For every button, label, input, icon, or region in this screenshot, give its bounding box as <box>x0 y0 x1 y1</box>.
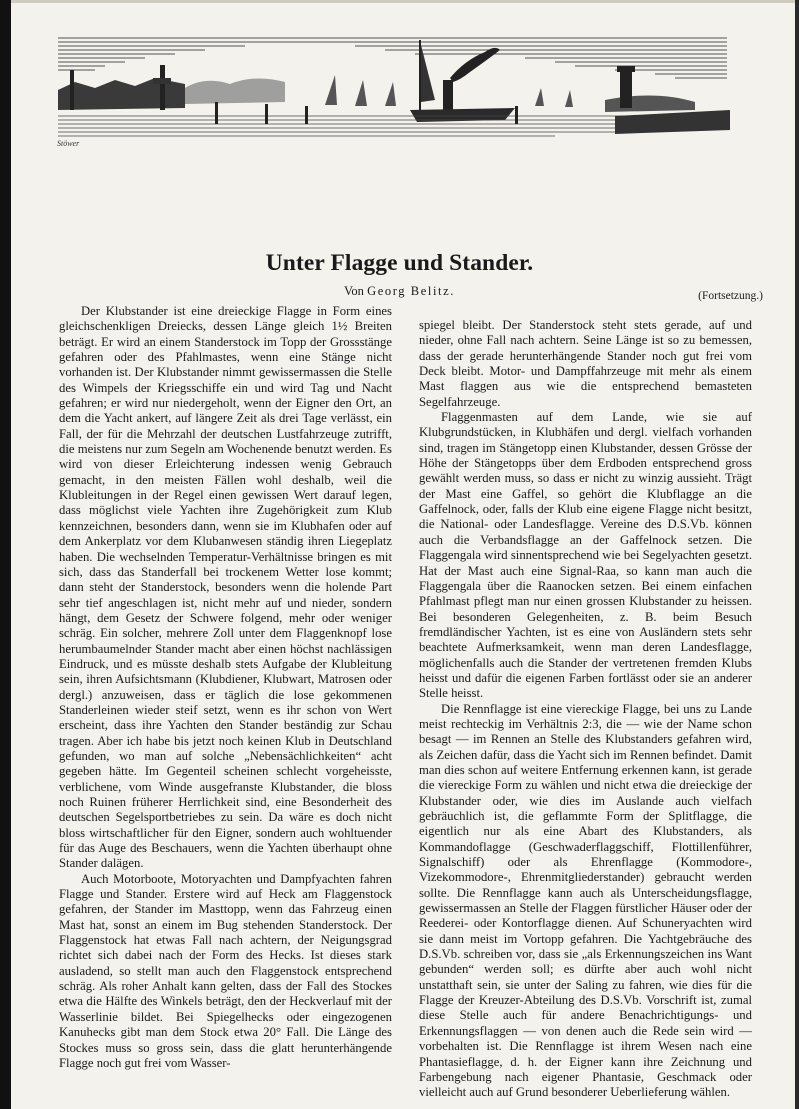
paragraph: Der Klubstander ist eine dreieckige Flagge in Form eines gleichschenkligen Dreiecks, dessen Länge gleich 1½ Breiten beträgt. Er wird an einem Standerstock im Topp der Grossstänge gefahren oder des Pfahlmastes, wenn eine Stänge nicht vorhanden ist. Der Klubstander nimmt gewissermassen die Stelle des Wimpels der Kriegsschiffe ein und wird Tag und Nacht gefahren; er wird nur niedergeholt, wenn der Eigner den Ort, an dem die Yacht ankert, auf längere Zeit als drei Tage verlässt, ein Fall, der für die Mehrzahl der deutschen Lustfahrzeuge zutrifft, die meistens nur zum Segeln am Wochenende benutzt werden. Es wird von dieser Erleichterung indessen wenig Gebrauch gemacht, in den meisten Fällen wohl deshalb, weil die Klubleitungen in der Regel einen gewissen Wert darauf legen, dass möglichst viele Yachten ihre Zugehörigkeit zum Klub kennzeichnen, besonders dann, wenn sie im Klubhafen oder auf dem Ankerplatz vor dem Klubanwesen ständig ihren Liegeplatz haben. Die wechselnden Temperatur-Verhältnisse bringen es mit sich, dass das Standerfall bei trockenem Wetter lose kommt; dann steht der Standerstock, besonders wenn die holende Part sehr tief angeschlagen ist, nicht mehr auf und nieder, sondern hängt, dem Gesetz der Schwere folgend, mehr oder weniger schräg. Ein solcher, mehrere Zoll unter dem Flaggenknopf lose herumbaumelnder Stander macht aber einen höchst nachlässigen Eindruck, und es müsste deshalb stets Aufgabe der Klubleitung sein, ihren Aufsichtsmann (Klubdiener, Klubwart, Matrosen oder dergl.) anzuweisen, dass er täglich die lose gekommenen Standerleinen wieder steif setzt, wenn es ihr schon von Wert erscheint, dass ihre Yachten den Stander beständig zur Schau tragen. Aber ich habe bis jetzt noch keinen Klub in Deutschland gefunden, wo man auf solche „Nebensächlichkeiten“ acht gegeben hätte. Im Gegenteil scheinen schlecht vorgeheisste, verblichene, vom Winde ausgefranste Klubstander, die bloss noch Ruinen früherer Herrlichkeit sind, eine Besonderheit des deutschen Segelsportbetriebes zu sein. Da wäre es doch nicht bloss wirtschaftlicher für den Eigner, sondern auch wohltuender für das Auge des Beschauers, wenn die Yachten überhaupt ohne Stander dalägen. <box>59 304 392 871</box>
paragraph: Auch Motorboote, Motoryachten und Dampfyachten fahren Flagge und Stander. Erstere wird auf Heck am Flaggenstock gefahren, der Stander im Masttopp, wenn das Fahrzeug einen Mast hat, sonst an einem im Bug stehenden Standerstock. Der Flaggenstock hat etwas Fall nach achtern, der Neigungsgrad richtet sich dabei nach der Form des Hecks. Ist dieses stark ausladend, so stellt man auch den Flaggenstock entsprechend schräg. Als roher Anhalt kann gelten, dass der Fall des Stockes etwa die Hälfte des Winkels beträgt, den der Heckverlauf mit der Wasserlinie bildet. Bei Spiegelhecks oder eingezogenen Kanuhecks gibt man dem Stock etwa 20° Fall. Die Länge des Stockes muss so gross sein, dass die glatt herunterhängende Flagge noch gut frei vom Wasser- <box>59 871 392 1070</box>
scan-edge-right <box>795 0 799 1109</box>
continuation-note: (Fortsetzung.) <box>698 290 763 302</box>
harbor-illustration <box>55 30 730 150</box>
scan-edge-left <box>0 0 11 1109</box>
article-title: Unter Flagge und Stander. <box>265 250 534 276</box>
byline-prefix: Von <box>344 284 364 298</box>
byline <box>0 284 799 299</box>
left-column <box>59 304 392 1071</box>
illustration-signature: Stöwer <box>57 139 80 148</box>
paragraph: Flaggenmasten auf dem Lande, wie sie auf Klubgrundstücken, in Klubhäfen und dergl. vielfach vorhanden sind, tragen im Stängetopp einen Klubstander, dessen Grösse der Höhe der Stängetopps über dem Erdboden entsprechend gross gewählt werden muss, so dass er nicht zu winzig aussieht. Trägt der Mast eine Gaffel, so gehört die Klubflagge an die Gaffelnock, oder, falls der Klub eine eigene Flagge nicht besitzt, die National- oder Landesflagge. Vereine des D.S.Vb. können auch die Verbandsflagge an der Gaffelnock setzen. Die Flaggengala wird sinnentsprechend wie bei Segelyachten gesetzt. Hat der Mast auch eine Signal-Raa, so kann man auch die Flaggengala über die Raanocken setzen. Bei einem einfachen Pfahlmast pflegt man nur einen grossen Klubstander zu heissen. Bei besonderen Gelegenheiten, z. B. beim Besuch fremdländischer Yachten, ist es eine von Ausländern stets sehr beachtete Aufmerksamkeit, wenn man deren Landesflagge, möglichenfalls auch die Stander der vertretenen fremden Klubs heisst und dafür die eigenen Farben fortlässt oder sie an anderer Stelle heisst. <box>419 410 752 701</box>
author-name: Georg Belitz. <box>367 284 455 298</box>
paragraph: Die Rennflagge ist eine viereckige Flagge, bei uns zu Lande meist rechteckig im Verhältnis 2:3, die — wie der Name schon besagt — im Rennen an Stelle des Klubstanders gefahren wird, als Zeichen dafür, dass die Yacht sich im Rennen befindet. Damit man dies schon auf weitere Entfernung erkennen kann, ist gerade die viereckige Form zu wählen und nicht etwa die dreieckige der Klubstander oder, wie dies im Auslande auch vielfach gebräuchlich ist, die geflammte Form der Splitflagge, die eigentlich nur als eine Abart des Klubstanders, als Kommandoflagge (Geschwaderflaggschiff, Flottillenführer, Signalschiff) oder als Ehrenflagge (Kommodore-, Vizekommodore-, Ehrenmitgliederstander) gebraucht werden sollte. Die Rennflagge kann auch als Unterscheidungsflagge, gewissermassen an Stelle der Flaggen fürstlicher Häuser oder der Reederei- oder Kontorflagge dienen. Auf Schuneryachten wird sie dann meist im Vortopp gefahren. Die Yachtgebräuche des D.S.Vb. schreiben vor, dass sie „als Erkennungszeichen ins Want gebunden“ werden soll; es dürfte aber auch wohl nicht unstatthaft sein, sie unter der Saling zu fahren, wie dies für die Flagge der Kreuzer-Abteilung des D.S.Vb. Vorschrift ist, zumal diese Stelle auch für andere Benachrichtigungs- und Erkennungsflaggen — von denen auch die Rede sein wird — vorbehalten ist. Die Rennflagge ist ihrem Wesen nach eine Phantasieflagge, d. h. der Eigner kann ihre Zeichnung und Farbengebung nach eigener Phantasie, Geschmack oder vielleicht auch auf Grund besonderer Ueberlieferung wählen. <box>419 701 752 1100</box>
paragraph: spiegel bleibt. Der Standerstock steht stets gerade, auf und nieder, ohne Fall nach achtern. Seine Länge ist so zu bemessen, dass der gerade herunterhängende Stander noch gut frei vom Deck bleibt. Motor- und Dampffahrzeuge mit mehr als einem Mast flaggen aus wie die entsprechend bemasteten Segelfahrzeuge. <box>419 318 752 409</box>
scan-edge-top <box>11 0 799 3</box>
right-column <box>419 318 752 1101</box>
